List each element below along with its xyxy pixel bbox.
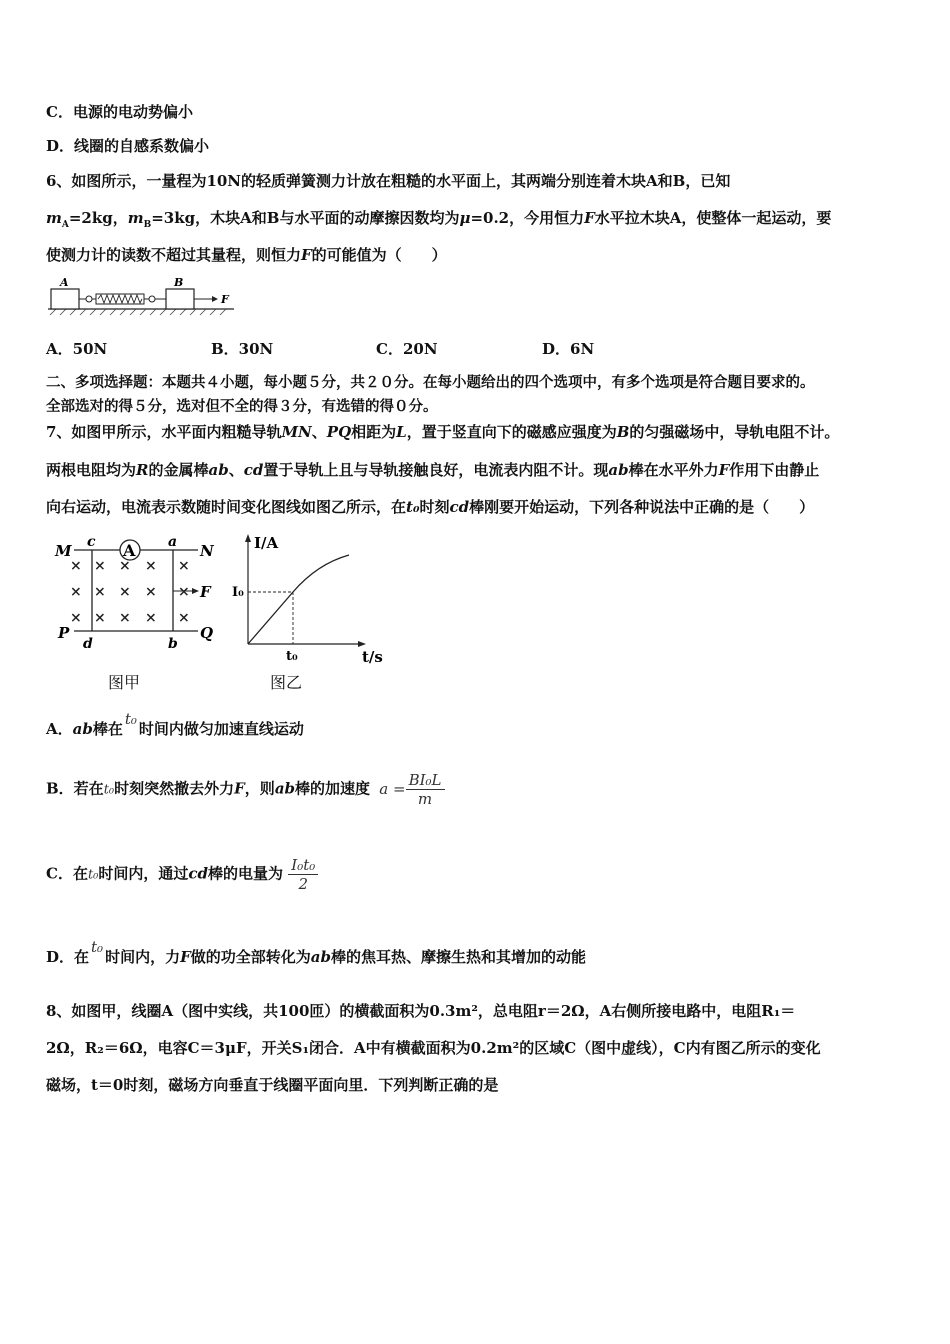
- figure-b-caption: 图乙: [270, 673, 303, 692]
- label-p: P: [58, 624, 70, 642]
- q6-line-3: 使测力计的读数不超过其量程，则恒力F的可能值为（ ）: [46, 246, 447, 264]
- svg-text:×: ×: [70, 610, 82, 626]
- q6-option-d[interactable]: D．6N: [542, 340, 595, 358]
- block-a-label: A: [60, 276, 69, 289]
- force-arrow-icon: [212, 296, 218, 302]
- svg-text:×: ×: [145, 558, 157, 574]
- q7-figure-b-graph: [232, 530, 392, 668]
- svg-text:×: ×: [119, 558, 131, 574]
- q7-line-2: 两根电阻均为R的金属棒ab、cd置于导轨上且与导轨接触良好，电流表内阻不计。现ab棒在水平外力F作用下由静止: [46, 461, 820, 479]
- i0-label: I₀: [232, 585, 244, 600]
- svg-text:×: ×: [178, 610, 190, 626]
- svg-text:×: ×: [145, 584, 157, 600]
- t0-label: t₀: [286, 649, 298, 664]
- spring-icon: [98, 295, 142, 303]
- q7-option-d[interactable]: D．在t₀时间内，力F做的功全部转化为ab棒的焦耳热、摩擦生热和其增加的动能: [46, 938, 586, 966]
- current-curve: [248, 555, 349, 644]
- q8-line-1: 8、如图甲，线圈A（图中实线，共100匝）的横截面积为0.3m²，总电阻r＝2Ω，A右侧所接电路中，电阻R₁＝: [46, 1002, 796, 1020]
- section2-line-2: 全部选对的得５分，选对但不全的得３分，有选错的得０分。: [46, 398, 438, 415]
- block-b: [166, 289, 194, 309]
- prev-option-d: D．线圈的自感系数偏小: [46, 137, 210, 155]
- q7-line-1: 7、如图甲所示，水平面内粗糙导轨MN、PQ相距为L，置于竖直向下的磁感应强度为B的匀强磁场中，导轨电阻不计。: [46, 423, 840, 441]
- block-b-label: B: [174, 276, 184, 289]
- section2-line-1: 二、多项选择题：本题共４小题，每小题５分，共２０分。在每小题给出的四个选项中，有多个选项是符合题目要求的。: [46, 374, 815, 391]
- label-a: a: [168, 534, 178, 550]
- q7-option-b[interactable]: B．若在t₀时刻突然撤去外力F，则ab棒的加速度 a = $\frac{\text{BI₀L}}{m}$: [46, 771, 445, 808]
- force-label: F: [221, 293, 229, 306]
- svg-text:A: A: [123, 541, 136, 560]
- label-c: c: [87, 534, 96, 550]
- label-b: b: [168, 636, 178, 652]
- svg-text:×: ×: [119, 610, 131, 626]
- label-m: M: [55, 542, 72, 560]
- label-d: d: [83, 636, 93, 652]
- svg-text:×: ×: [70, 584, 82, 600]
- block-a: [51, 289, 79, 309]
- figure-a-caption: 图甲: [108, 673, 141, 692]
- q6-option-b[interactable]: B．30N: [211, 340, 274, 358]
- q7-figure-a-rails: [52, 532, 227, 654]
- force-arrow-icon: [192, 588, 199, 594]
- q6-line-1: 6、如图所示，一量程为10N的轻质弹簧测力计放在粗糙的水平面上，其两端分别连着木块A和B，已知: [46, 172, 731, 190]
- q6-option-c[interactable]: C．20N: [376, 340, 438, 358]
- label-n: N: [200, 542, 214, 560]
- svg-text:×: ×: [94, 558, 106, 574]
- label-q: Q: [200, 624, 214, 642]
- magnetic-field-crosses: [70, 558, 190, 626]
- svg-text:×: ×: [145, 610, 157, 626]
- q7-option-c[interactable]: C．在t₀时间内，通过cd棒的电量为 $\frac{\text{I₀t₀}}{2}$: [46, 856, 318, 893]
- svg-text:×: ×: [94, 610, 106, 626]
- y-axis-label: I/A: [254, 534, 279, 552]
- q8-line-2: 2Ω，R₂＝6Ω，电容C＝3μF，开关S₁闭合．A中有横截面积为0.2m²的区域C（图中虚线），C内有图乙所示的变化: [46, 1039, 821, 1057]
- svg-text:×: ×: [178, 584, 190, 600]
- q7-option-a[interactable]: A．ab棒在t₀时间内做匀加速直线运动: [46, 710, 304, 738]
- q6-option-a[interactable]: A．50N: [46, 340, 108, 358]
- q8-line-3: 磁场，t＝0时刻，磁场方向垂直于线圈平面向里．下列判断正确的是: [46, 1076, 499, 1094]
- prev-option-c: C．电源的电动势偏小: [46, 103, 193, 121]
- svg-text:×: ×: [94, 584, 106, 600]
- q7-line-3: 向右运动，电流表示数随时间变化图线如图乙所示，在t₀时刻cd棒刚要开始运动，下列各种说法中正确的是（ ）: [46, 498, 815, 516]
- label-f: F: [200, 583, 211, 601]
- q6-figure-blocks-spring: [46, 275, 246, 317]
- svg-text:×: ×: [70, 558, 82, 574]
- q6-line-2: $m_A=2kg$，$m_B=3kg$，木块A和B与水平面的动摩擦因数均为μ=0.2，今用恒力F水平拉木块A，使整体一起运动，要: [46, 209, 832, 230]
- formula-c-fraction: $\frac{\text{I₀t₀}}{2}$: [288, 856, 318, 893]
- formula-b-fraction: $\frac{\text{BI₀L}}{m}$: [406, 771, 445, 808]
- svg-text:×: ×: [178, 558, 190, 574]
- x-axis-label: t/s: [362, 648, 383, 666]
- svg-text:×: ×: [119, 584, 131, 600]
